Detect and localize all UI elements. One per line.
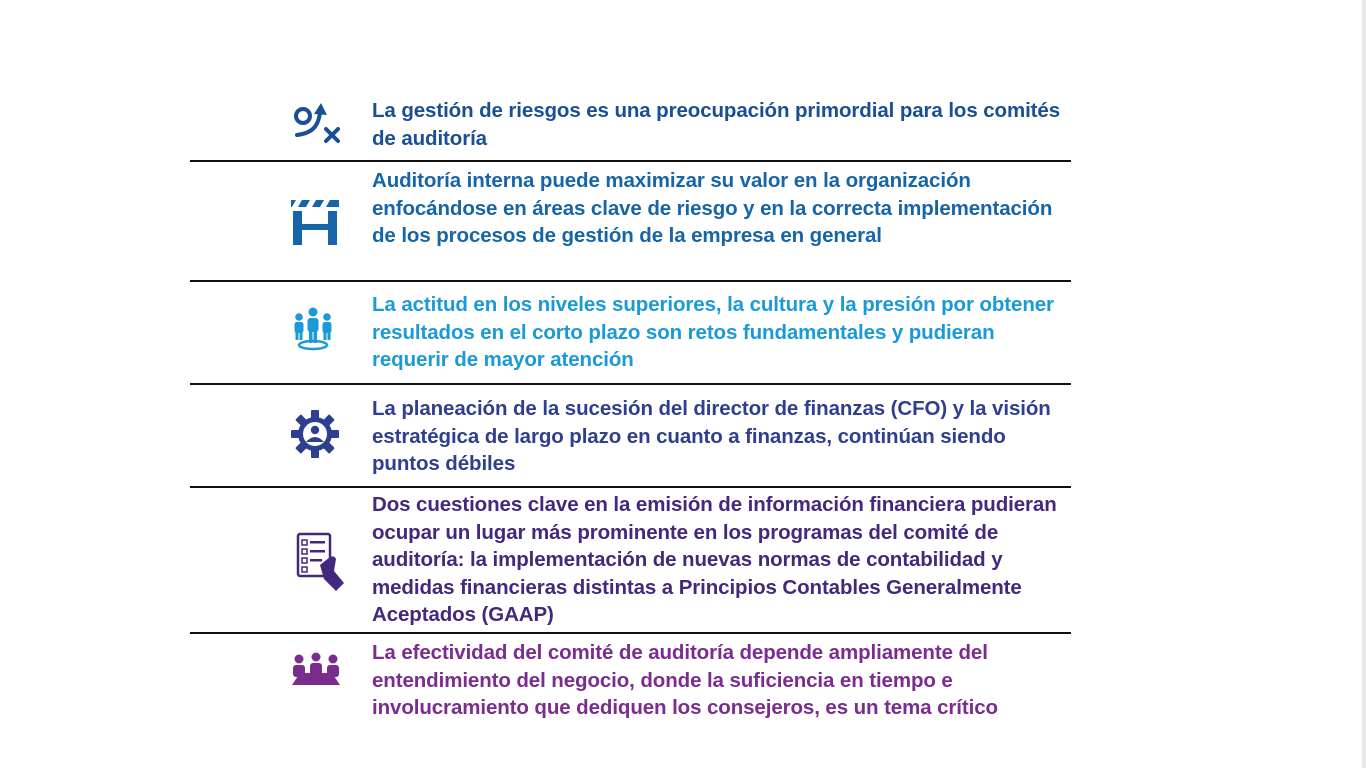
item-text: La gestión de riesgos es una preocupación primordial para los comités de auditoría <box>372 99 1061 150</box>
team-leader-icon <box>290 307 336 356</box>
item-text: La efectividad del comité de auditoría depende ampliamente del entendimiento del negocio, donde la suficiencia en tiempo e involucramiento que dediquen los consejeros, es un tema crítico <box>372 641 998 719</box>
item-text: La planeación de la sucesión del director de finanzas (CFO) y la visión estratégica de largo plazo en cuanto a finanzas, continúan siendo puntos débiles <box>372 397 1051 475</box>
meeting-table-icon <box>290 651 342 692</box>
item-text: Auditoría interna puede maximizar su valor en la organización enfocándose en áreas clave de riesgo y en la correcta implementación de los procesos de gestión de la empresa en general <box>372 169 1053 247</box>
divider <box>190 632 1071 634</box>
divider <box>190 160 1071 162</box>
scrollbar-track[interactable] <box>1362 0 1366 768</box>
item-text: La actitud en los niveles superiores, la cultura y la presión por obtener resultados en el corto plazo son retos fundamentales y pudieran requerir de mayor atención <box>372 293 1054 371</box>
risk-path-icon <box>290 99 342 150</box>
divider <box>190 383 1071 385</box>
checklist-hand-icon <box>290 531 344 600</box>
divider <box>190 486 1071 488</box>
barrier-icon <box>290 197 340 252</box>
gear-person-icon <box>290 409 340 464</box>
divider <box>190 280 1071 282</box>
item-text: Dos cuestiones clave en la emisión de información financiera pudieran ocupar un lugar más prominente en los programas del comité de auditoría: la implementación de nuevas normas de contabilidad y medidas financieras distintas a Principios Contables Generalmente Aceptados (GAAP) <box>372 493 1057 626</box>
